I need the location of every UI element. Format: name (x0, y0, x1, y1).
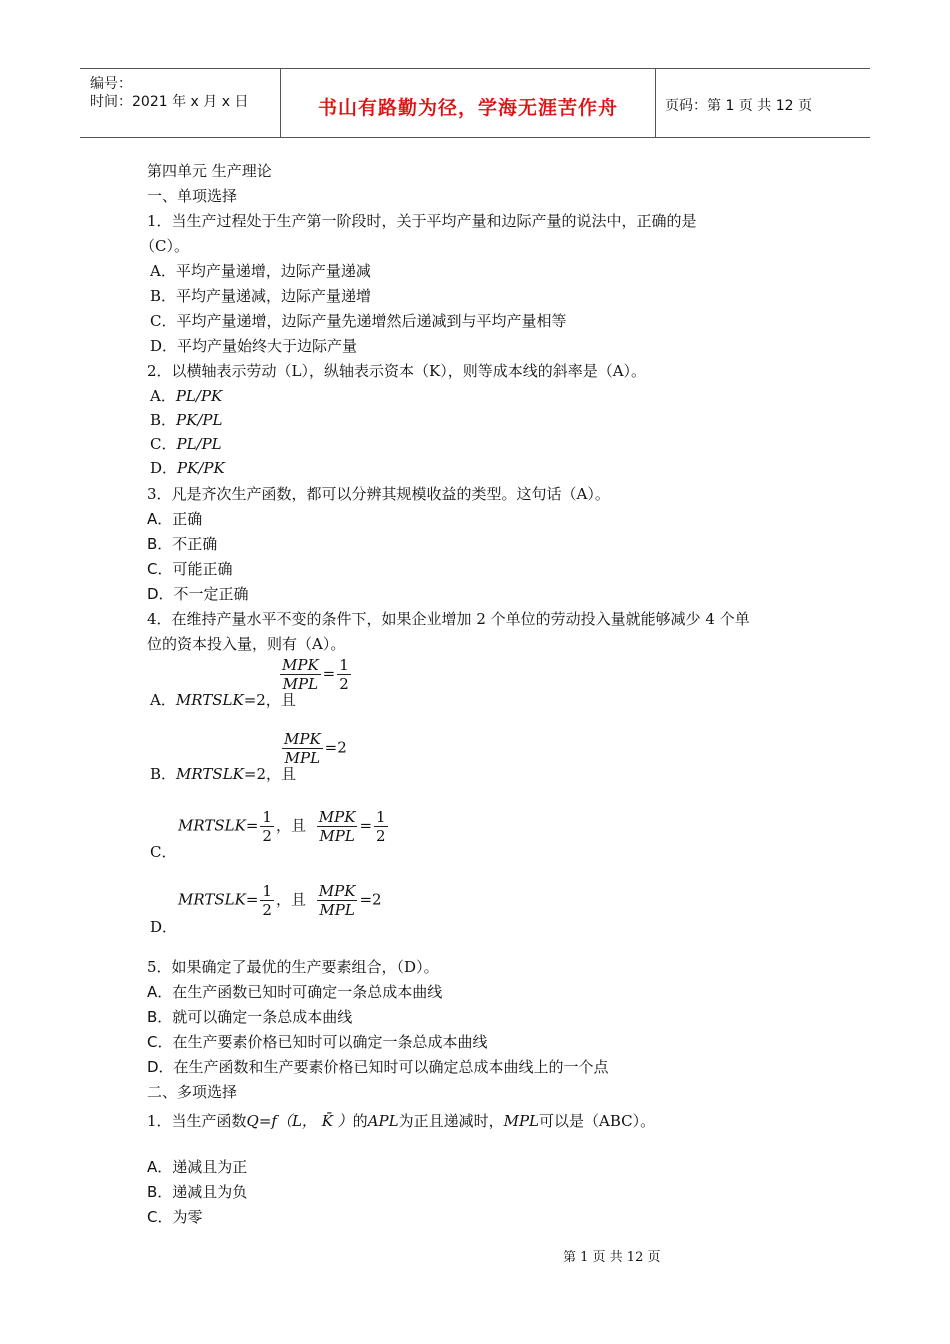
q2-b-formula: PK/PL (176, 411, 223, 429)
and-word: 且 (281, 765, 297, 783)
q2-b-label: B． (150, 411, 177, 429)
q2-c-formula: PL/PL (176, 435, 222, 453)
q1-option-d: D．平均产量始终大于边际产量 (150, 337, 358, 355)
q4-b-fraction (280, 730, 347, 767)
q5-option-c: C．在生产要素价格已知时可以确定一条总成本曲线 (147, 1033, 488, 1051)
two: 2 (262, 827, 272, 845)
section-multiple-choice: 二、多项选择 (147, 1083, 238, 1101)
header-center (280, 69, 656, 137)
q1-option-a: A．平均产量递增，边际产量递减 (150, 262, 371, 280)
q2-option-b (150, 410, 222, 430)
comma-and: ，且 (275, 816, 306, 835)
q4-line2: 位的资本投入量，则有（A）。 (147, 635, 346, 653)
mpk: MPK (284, 730, 321, 748)
m1-option-b: B．递减且为负 (147, 1183, 248, 1201)
q2-option-a (150, 386, 222, 406)
unit-title: 第四单元 生产理论 (147, 162, 272, 180)
m1-function: Q=f（L， K̄ ） (246, 1112, 353, 1130)
m1-ap: APL (367, 1112, 399, 1130)
m1-mp: MPL (503, 1112, 540, 1130)
m1-stem (147, 1111, 655, 1131)
q5-option-d: D．在生产函数和生产要素价格已知时可以确定总成本曲线上的一个点 (147, 1058, 609, 1076)
q2-d-label: D． (150, 459, 178, 477)
two: 2 (339, 675, 349, 693)
q2-option-c (150, 434, 222, 454)
m1-mid2: 为正且递减时， (398, 1112, 504, 1130)
q4-a-label: A． (150, 691, 176, 709)
header-right (655, 69, 870, 137)
q1-line1: 1．当生产过程处于生产第一阶段时，关于平均产量和边际产量的说法中，正确的是 (147, 212, 697, 230)
q2-a-label: A． (150, 387, 176, 405)
mpl: MPL (319, 901, 355, 919)
page-label: 页码：第 1 页 共 12 页 (665, 98, 812, 114)
q4-c-mrts: MRTSLK= $\frac{1}{2}$ ，且 MPK MPL = $\frac{1}{2}$ (178, 808, 386, 845)
mpk: MPK (318, 882, 356, 900)
one: 1 (262, 808, 272, 826)
q2-d-formula: PK/PK (177, 459, 225, 477)
q4-d-mrts (178, 882, 382, 919)
mrts-symbol: MRTSLK (178, 890, 246, 909)
mrts-symbol: MRTSLK (176, 765, 244, 783)
q2-c-label: C． (150, 435, 177, 453)
mpk: MPK (318, 808, 356, 826)
two: 2 (262, 901, 272, 919)
q2-a-formula: PL/PK (175, 387, 223, 405)
q5-option-a: A．在生产函数已知时可确定一条总成本曲线 (147, 983, 443, 1001)
q3-option-a: A．正确 (147, 510, 203, 528)
m1-option-c: C．为零 (147, 1208, 203, 1226)
q5-option-b: B．就可以确定一条总成本曲线 (147, 1008, 353, 1026)
q1-option-b: B．平均产量递减，边际产量递增 (150, 287, 372, 305)
q3-stem: 3．凡是齐次生产函数，都可以分辨其规模收益的类型。这句话（A）。 (147, 485, 610, 503)
mpl: MPL (319, 827, 355, 845)
eq-two: =2 (324, 738, 347, 757)
eq-two: =2 (359, 890, 382, 909)
mpl: MPL (284, 749, 321, 767)
and-word: 且 (280, 691, 296, 709)
footer-page-number: 第 1 页 共 12 页 (563, 1250, 661, 1265)
q4-option-c: C． (150, 843, 177, 861)
q4-option-d: D． (150, 918, 178, 936)
q3-option-d: D．不一定正确 (147, 585, 249, 603)
q5-stem: 5．如果确定了最优的生产要素组合，（D）。 (147, 958, 439, 976)
q4-b-label: B． (150, 765, 177, 783)
mpk: MPK (282, 656, 319, 674)
two: 2 (376, 827, 386, 845)
mrts-symbol: MRTSLK (175, 691, 244, 709)
q1-option-c: C．平均产量递增，边际产量先递增然后递减到与平均产量相等 (150, 312, 567, 330)
header-left (80, 69, 280, 137)
mrts-symbol: MRTSLK (178, 816, 246, 835)
equals: = (245, 890, 259, 909)
one: 1 (376, 808, 386, 826)
q4-a-fraction: MPK MPL = $\frac{1}{2}$ (282, 656, 349, 693)
time-label: 时间：2021 年 x 月 x 日 (90, 94, 249, 110)
m1-pre: 1．当生产函数 (147, 1112, 247, 1130)
q1-line2: （C）。 (140, 237, 189, 255)
q3-option-c: C．可能正确 (147, 560, 233, 578)
q2-stem: 2．以横轴表示劳动（L），纵轴表示资本（K），则等成本线的斜率是（A）。 (147, 362, 647, 380)
q3-option-b: B．不正确 (147, 535, 218, 553)
m1-option-a: A．递减且为正 (147, 1158, 248, 1176)
number-label: 编号： (90, 76, 132, 92)
q4-option-b (150, 764, 296, 784)
comma-and: ，且 (275, 890, 306, 909)
equals: = (245, 816, 259, 835)
m1-end: 可以是（ABC）。 (539, 1112, 656, 1130)
q4-option-a (150, 690, 296, 710)
one: 1 (339, 656, 349, 674)
section-single-choice: 一、单项选择 (147, 187, 238, 205)
equals-two: =2， (243, 765, 281, 783)
one: 1 (262, 882, 272, 900)
m1-mid: 的 (352, 1112, 368, 1130)
mpl: MPL (282, 675, 319, 693)
motto: 书山有路勤为径，学海无涯苦作舟 (317, 97, 618, 119)
q2-option-d (150, 458, 225, 478)
q4-line1: 4．在维持产量水平不变的条件下，如果企业增加 2 个单位的劳动投入量就能够减少 4 个单 (147, 610, 750, 628)
header-table (80, 68, 870, 138)
equals-two: =2， (243, 691, 281, 709)
